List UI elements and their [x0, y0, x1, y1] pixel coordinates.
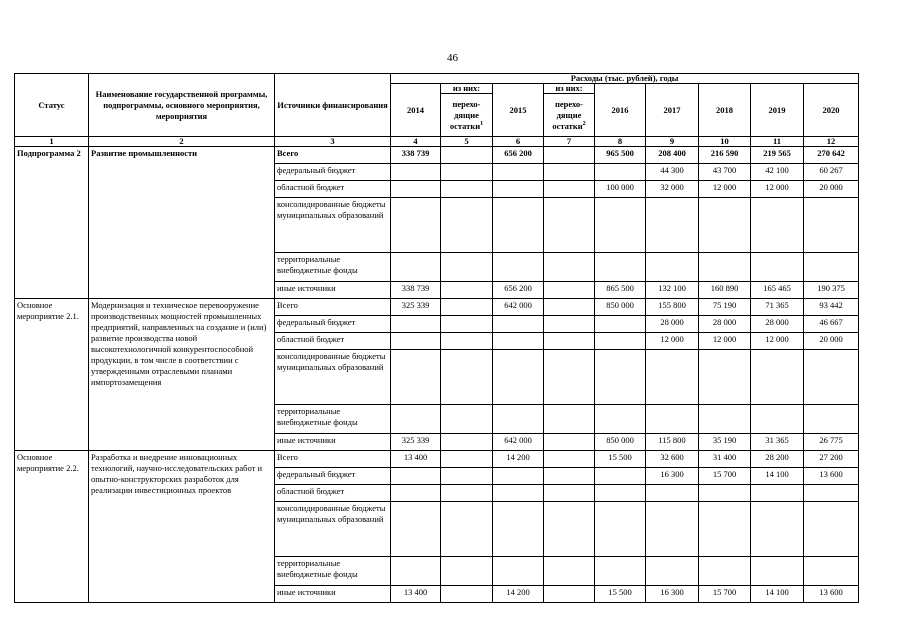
value-cell: 32 600 — [646, 451, 699, 468]
value-cell — [646, 405, 699, 434]
value-cell — [441, 350, 493, 405]
value-cell — [595, 485, 646, 502]
value-cell — [441, 485, 493, 502]
value-cell — [751, 198, 804, 253]
value-cell — [493, 557, 544, 586]
value-cell — [544, 282, 595, 299]
value-cell — [544, 586, 595, 603]
source-cell-territorial: территориальные внебюджетные фонды — [275, 405, 391, 434]
col-number: 10 — [699, 137, 751, 147]
value-cell — [804, 253, 859, 282]
value-cell: 14 200 — [493, 451, 544, 468]
header-carryover-2 — [544, 94, 595, 137]
value-cell: 642 000 — [493, 434, 544, 451]
value-cell: 12 000 — [646, 333, 699, 350]
value-cell — [441, 299, 493, 316]
value-cell — [804, 198, 859, 253]
value-cell: 20 000 — [804, 181, 859, 198]
value-cell — [493, 253, 544, 282]
value-cell — [699, 485, 751, 502]
measure-name-cell: Разработка и внедрение инновационных технологий, научно-исследовательских работ и опытно-конструкторских разработок для реализации инвестиционных проектов — [89, 451, 275, 603]
value-cell: 656 200 — [493, 282, 544, 299]
value-cell — [544, 253, 595, 282]
value-cell: 13 400 — [391, 451, 441, 468]
value-cell — [391, 468, 441, 485]
value-cell — [751, 485, 804, 502]
value-cell — [493, 502, 544, 557]
value-cell: 325 339 — [391, 434, 441, 451]
value-cell — [544, 502, 595, 557]
value-cell — [804, 485, 859, 502]
value-cell — [595, 350, 646, 405]
header-year-2017: 2017 — [646, 84, 699, 137]
value-cell — [391, 485, 441, 502]
value-cell — [544, 164, 595, 181]
source-cell-municipal: консолидированные бюджеты муниципальных образований — [275, 198, 391, 253]
value-cell — [391, 350, 441, 405]
source-cell-municipal: консолидированные бюджеты муниципальных образований — [275, 502, 391, 557]
value-cell — [595, 198, 646, 253]
value-cell — [699, 350, 751, 405]
value-cell — [441, 468, 493, 485]
value-cell: 12 000 — [751, 333, 804, 350]
header-status: Статус — [15, 74, 89, 137]
value-cell — [544, 181, 595, 198]
header-of-which-1: из них: — [441, 84, 493, 94]
value-cell — [595, 468, 646, 485]
value-cell: 93 442 — [804, 299, 859, 316]
value-cell — [441, 164, 493, 181]
value-cell: 12 000 — [699, 333, 751, 350]
source-cell-municipal: консолидированные бюджеты муниципальных образований — [275, 350, 391, 405]
value-cell — [751, 502, 804, 557]
value-cell — [391, 164, 441, 181]
value-cell: 28 000 — [646, 316, 699, 333]
value-cell — [391, 502, 441, 557]
value-cell: 13 400 — [391, 586, 441, 603]
col-number: 7 — [544, 137, 595, 147]
value-cell — [493, 350, 544, 405]
column-number-row — [15, 137, 859, 147]
status-cell: Основное мероприятие 2.1. — [15, 299, 89, 451]
value-cell — [646, 350, 699, 405]
value-cell: 75 190 — [699, 299, 751, 316]
measure-name-cell: Развитие промышленности — [89, 147, 275, 299]
page-number: 46 — [447, 52, 458, 64]
value-cell: 100 000 — [595, 181, 646, 198]
measure-name-cell: Модернизация и техническое перевооружение производственных мощностей промышленных предприятий, направленных на создание и (или) развитие производства новой высокотехнологичной конкурентоспособной продукции, в том числе в соответствии с утвержденными отраслевыми планами импортозамещения — [89, 299, 275, 451]
value-cell: 31 400 — [699, 451, 751, 468]
table-row — [15, 299, 859, 316]
value-cell: 270 642 — [804, 147, 859, 164]
value-cell — [751, 557, 804, 586]
value-cell: 16 300 — [646, 586, 699, 603]
value-cell: 35 190 — [699, 434, 751, 451]
header-expenses: Расходы (тыс. рублей), годы — [391, 74, 859, 84]
value-cell: 338 739 — [391, 147, 441, 164]
header-of-which-2: из них: — [544, 84, 595, 94]
value-cell — [391, 253, 441, 282]
col-number: 3 — [275, 137, 391, 147]
value-cell — [391, 316, 441, 333]
value-cell: 155 800 — [646, 299, 699, 316]
value-cell: 15 500 — [595, 451, 646, 468]
expenses-table — [14, 73, 859, 603]
source-cell-territorial: территориальные внебюджетные фонды — [275, 253, 391, 282]
value-cell — [544, 333, 595, 350]
carryover-1-text: перехо-дящие остатки — [449, 98, 481, 131]
value-cell: 965 500 — [595, 147, 646, 164]
source-cell-other: иные источники — [275, 586, 391, 603]
value-cell — [441, 282, 493, 299]
value-cell: 208 400 — [646, 147, 699, 164]
value-cell: 338 739 — [391, 282, 441, 299]
source-cell-total: Всего — [275, 451, 391, 468]
value-cell — [646, 502, 699, 557]
header-name: Наименование государственной программы, подпрограммы, основного мероприятия, мероприятия — [89, 74, 275, 137]
value-cell — [391, 405, 441, 434]
value-cell: 216 590 — [699, 147, 751, 164]
value-cell — [544, 485, 595, 502]
value-cell — [544, 147, 595, 164]
col-number: 11 — [751, 137, 804, 147]
value-cell: 71 365 — [751, 299, 804, 316]
value-cell: 115 800 — [646, 434, 699, 451]
header-year-2015: 2015 — [493, 84, 544, 137]
value-cell — [441, 434, 493, 451]
value-cell — [493, 468, 544, 485]
value-cell: 325 339 — [391, 299, 441, 316]
footnote-1-marker: 1 — [480, 120, 484, 127]
value-cell — [595, 502, 646, 557]
col-number: 6 — [493, 137, 544, 147]
value-cell — [646, 198, 699, 253]
value-cell — [804, 405, 859, 434]
value-cell: 13 600 — [804, 468, 859, 485]
source-cell-federal: федеральный бюджет — [275, 316, 391, 333]
value-cell — [544, 451, 595, 468]
source-cell-regional: областной бюджет — [275, 181, 391, 198]
value-cell: 44 300 — [646, 164, 699, 181]
value-cell: 15 700 — [699, 468, 751, 485]
source-cell-federal: федеральный бюджет — [275, 468, 391, 485]
value-cell: 132 100 — [646, 282, 699, 299]
value-cell — [751, 405, 804, 434]
value-cell — [493, 405, 544, 434]
value-cell — [441, 333, 493, 350]
value-cell — [493, 164, 544, 181]
value-cell: 20 000 — [804, 333, 859, 350]
value-cell — [595, 253, 646, 282]
status-cell: Основное мероприятие 2.2. — [15, 451, 89, 603]
value-cell — [646, 557, 699, 586]
header-sources: Источники финансирования — [275, 74, 391, 137]
header-year-2018: 2018 — [699, 84, 751, 137]
value-cell — [544, 316, 595, 333]
header-carryover-1 — [441, 94, 493, 137]
table-row — [15, 147, 859, 164]
value-cell — [493, 198, 544, 253]
value-cell: 160 890 — [699, 282, 751, 299]
value-cell: 12 000 — [699, 181, 751, 198]
value-cell — [595, 333, 646, 350]
value-cell — [544, 557, 595, 586]
source-cell-regional: областной бюджет — [275, 485, 391, 502]
value-cell — [441, 147, 493, 164]
value-cell — [441, 502, 493, 557]
value-cell — [391, 198, 441, 253]
value-cell: 28 200 — [751, 451, 804, 468]
value-cell — [441, 198, 493, 253]
value-cell — [441, 586, 493, 603]
col-number: 8 — [595, 137, 646, 147]
value-cell — [595, 316, 646, 333]
value-cell: 46 667 — [804, 316, 859, 333]
value-cell — [544, 434, 595, 451]
table-body — [15, 147, 859, 603]
value-cell — [699, 198, 751, 253]
value-cell: 190 375 — [804, 282, 859, 299]
value-cell — [493, 181, 544, 198]
value-cell — [804, 502, 859, 557]
value-cell: 42 100 — [751, 164, 804, 181]
value-cell — [804, 557, 859, 586]
value-cell: 165 465 — [751, 282, 804, 299]
value-cell: 656 200 — [493, 147, 544, 164]
table-row — [15, 451, 859, 468]
value-cell — [441, 557, 493, 586]
value-cell — [544, 299, 595, 316]
value-cell — [804, 350, 859, 405]
header-year-2016: 2016 — [595, 84, 646, 137]
value-cell: 865 500 — [595, 282, 646, 299]
value-cell — [441, 451, 493, 468]
value-cell: 31 365 — [751, 434, 804, 451]
col-number: 12 — [804, 137, 859, 147]
value-cell — [441, 405, 493, 434]
value-cell — [544, 468, 595, 485]
value-cell — [699, 253, 751, 282]
source-cell-other: иные источники — [275, 434, 391, 451]
value-cell — [699, 557, 751, 586]
value-cell: 850 000 — [595, 299, 646, 316]
value-cell — [441, 316, 493, 333]
value-cell — [751, 253, 804, 282]
col-number: 2 — [89, 137, 275, 147]
footnote-2-marker: 2 — [582, 120, 586, 127]
value-cell — [699, 405, 751, 434]
value-cell — [493, 485, 544, 502]
value-cell: 219 565 — [751, 147, 804, 164]
value-cell: 15 500 — [595, 586, 646, 603]
source-cell-other: иные источники — [275, 282, 391, 299]
value-cell: 13 600 — [804, 586, 859, 603]
value-cell — [391, 333, 441, 350]
header-year-2020: 2020 — [804, 84, 859, 137]
value-cell — [441, 253, 493, 282]
source-cell-territorial: территориальные внебюджетные фонды — [275, 557, 391, 586]
value-cell: 60 267 — [804, 164, 859, 181]
value-cell — [493, 316, 544, 333]
col-number: 4 — [391, 137, 441, 147]
value-cell: 16 300 — [646, 468, 699, 485]
header-year-2019: 2019 — [751, 84, 804, 137]
value-cell — [441, 181, 493, 198]
value-cell — [391, 181, 441, 198]
value-cell — [493, 333, 544, 350]
source-cell-federal: федеральный бюджет — [275, 164, 391, 181]
value-cell — [595, 164, 646, 181]
value-cell: 14 200 — [493, 586, 544, 603]
value-cell: 14 100 — [751, 468, 804, 485]
source-cell-regional: областной бюджет — [275, 333, 391, 350]
value-cell: 28 000 — [699, 316, 751, 333]
value-cell: 14 100 — [751, 586, 804, 603]
status-cell: Подпрограмма 2 — [15, 147, 89, 299]
value-cell — [595, 557, 646, 586]
value-cell — [646, 485, 699, 502]
value-cell — [699, 502, 751, 557]
value-cell — [544, 198, 595, 253]
value-cell: 26 775 — [804, 434, 859, 451]
source-cell-total: Всего — [275, 299, 391, 316]
value-cell — [391, 557, 441, 586]
value-cell: 642 000 — [493, 299, 544, 316]
value-cell: 27 200 — [804, 451, 859, 468]
value-cell — [646, 253, 699, 282]
value-cell — [751, 350, 804, 405]
value-cell — [595, 405, 646, 434]
value-cell: 15 700 — [699, 586, 751, 603]
value-cell: 850 000 — [595, 434, 646, 451]
value-cell: 12 000 — [751, 181, 804, 198]
col-number: 1 — [15, 137, 89, 147]
col-number: 5 — [441, 137, 493, 147]
col-number: 9 — [646, 137, 699, 147]
source-cell-total: Всего — [275, 147, 391, 164]
value-cell: 43 700 — [699, 164, 751, 181]
value-cell — [544, 405, 595, 434]
value-cell: 32 000 — [646, 181, 699, 198]
value-cell — [544, 350, 595, 405]
carryover-2-text: перехо-дящие остатки — [552, 98, 583, 131]
header-year-2014: 2014 — [391, 84, 441, 137]
value-cell: 28 000 — [751, 316, 804, 333]
